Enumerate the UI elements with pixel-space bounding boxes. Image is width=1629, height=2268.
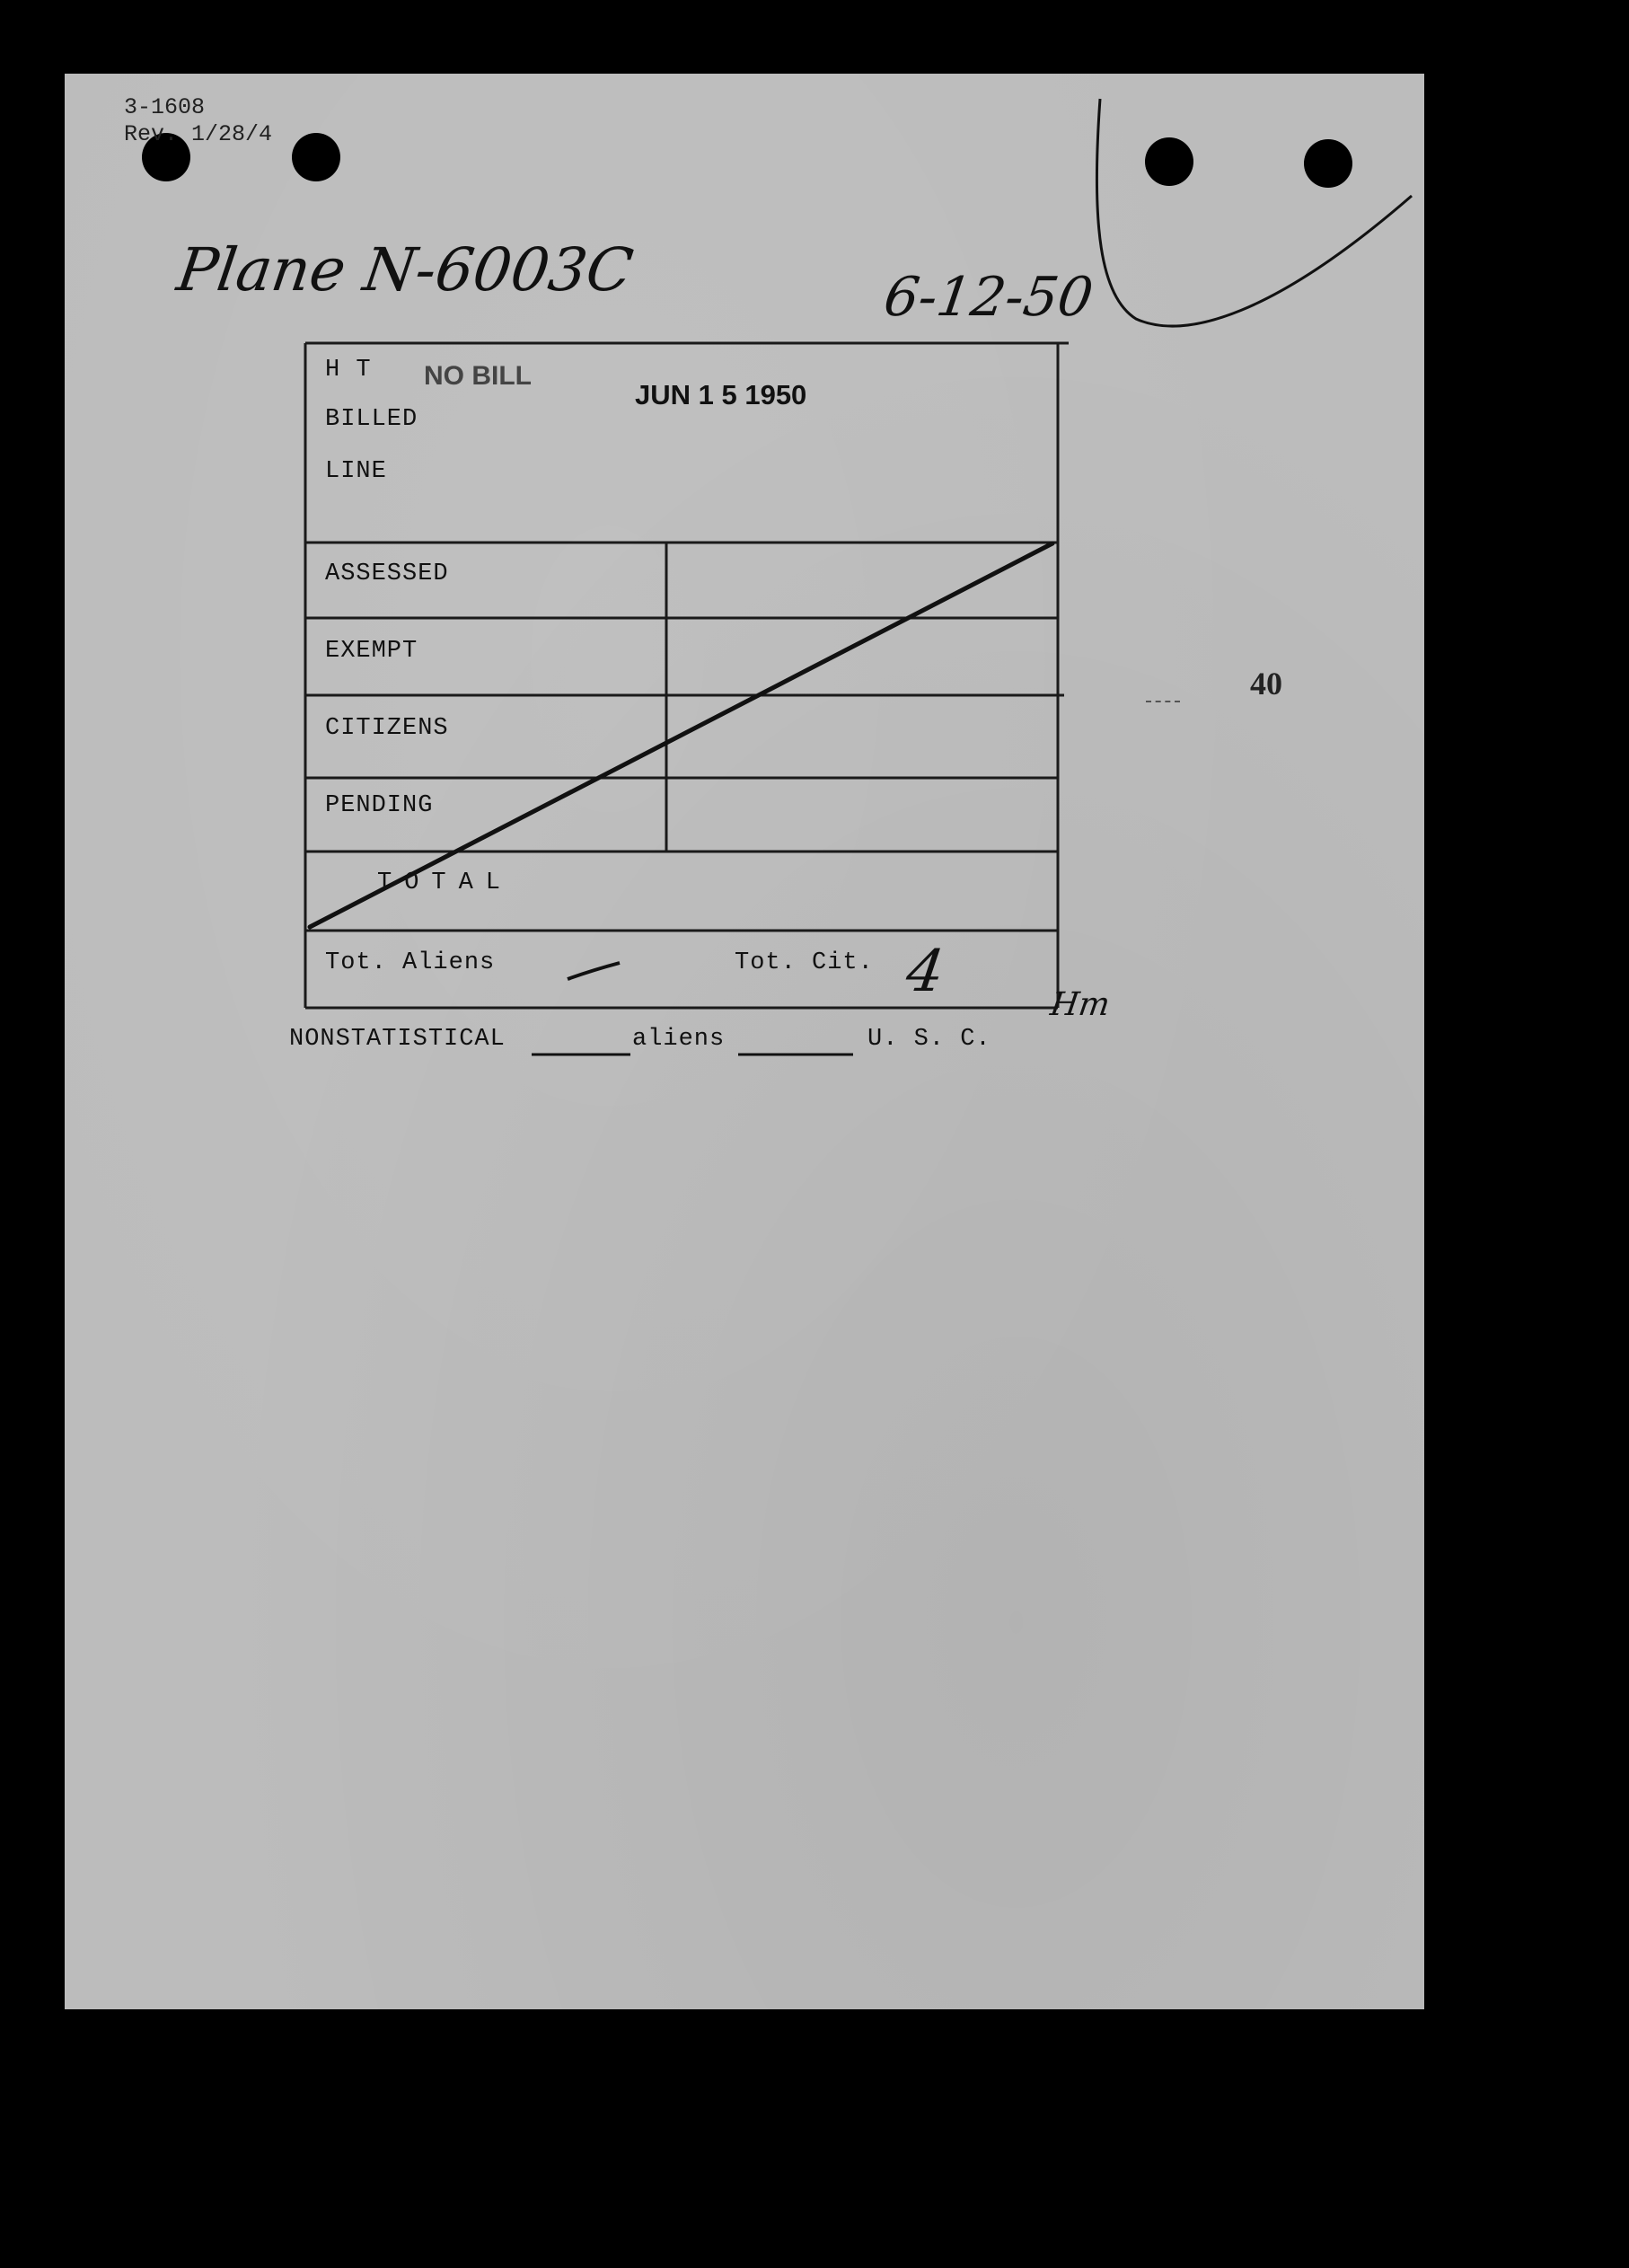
margin-number: 40 [1250,666,1282,702]
pending-label: PENDING [325,792,434,819]
initials: Hm [1048,986,1113,1023]
line-label: LINE [325,458,387,485]
margin-dash [1146,701,1180,702]
dash-mark [568,963,620,979]
aliens-label: aliens [632,1026,726,1053]
nonstatistical-label: NONSTATISTICAL [289,1026,506,1053]
assessed-label: ASSESSED [325,560,449,587]
handwritten-date: 6-12-50 [880,266,1097,329]
date-stamp: JUN 1 5 1950 [635,379,807,410]
ht-label: H T [325,357,372,384]
tot-cit-value: 4 [902,939,948,1005]
form-number: 3-1608 [124,94,206,120]
exempt-label: EXEMPT [325,638,418,665]
handwritten-plane: Plane N-6003C [172,235,638,304]
tot-cit-label: Tot. Cit. [735,949,874,976]
form-revision: Rev. 1/28/4 [124,121,273,147]
total-label: TOTAL [377,869,514,896]
citizens-label: CITIZENS [325,715,449,742]
tot-aliens-label: Tot. Aliens [325,949,496,976]
usc-label: U. S. C. [867,1026,991,1053]
billed-label: BILLED [325,406,418,433]
no-bill-stamp: NO BILL [424,361,532,391]
corner-curve-mark [1096,99,1412,326]
